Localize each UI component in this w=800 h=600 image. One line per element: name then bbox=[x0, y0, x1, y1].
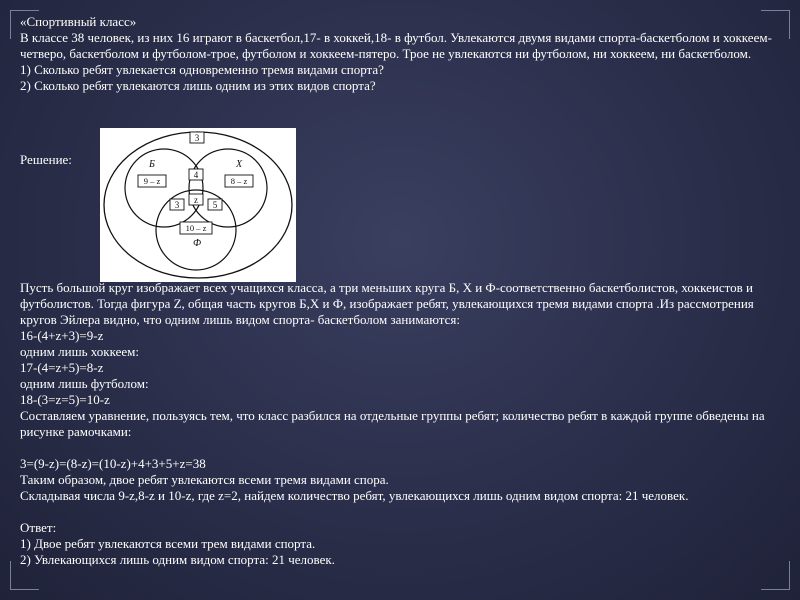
answer-block bbox=[20, 520, 790, 568]
answer-label: Ответ: bbox=[20, 520, 57, 535]
explanation-intro: Пусть большой круг изображает всех учащихся класса, а три меньших круга Б, Х и Ф-соответственно баскетболистов, хоккеистов и футболистов. Тогда фигура Z, общая часть кругов Б,Х и Ф, изображает ребят, увлекающихся тремя видами спорта .Из рассмотрения кругов Эйлера видно, что одним лишь видом спорта- баскетболом занимаются: bbox=[20, 280, 754, 327]
answer-2: 2) Увлекающихся лишь одним видом спорта: 21 человек. bbox=[20, 552, 335, 567]
label-x: Х bbox=[235, 159, 243, 170]
answer-1: 1) Двое ребят увлекаются всеми трем видами спорта. bbox=[20, 536, 316, 551]
value-bx: 4 bbox=[193, 170, 199, 180]
value-center: z bbox=[194, 195, 198, 205]
label-b: Б bbox=[149, 159, 155, 170]
value-outside: 3 bbox=[194, 133, 200, 143]
equation-explanation: Составляем уравнение, пользуясь тем, что класс разбился на отдельные группы ребят; количество ребят в каждой группе обведены на рисунке рамочками: bbox=[20, 408, 765, 439]
question-1: 1) Сколько ребят увлекается одновременно тремя видами спорта? bbox=[20, 62, 384, 77]
conclusion-1: Таким образом, двое ребят увлекаются всеми тремя видами спора. bbox=[20, 472, 389, 487]
spacer bbox=[20, 440, 790, 456]
value-x-only: 8 – z bbox=[230, 176, 248, 186]
circle-b bbox=[125, 149, 203, 227]
equation-basketball: 16-(4+z+3)=9-z bbox=[20, 328, 104, 343]
equation-football: 18-(3=z=5)=10-z bbox=[20, 392, 110, 407]
main-equation: 3=(9-z)=(8-z)=(10-z)+4+3+5+z=38 bbox=[20, 456, 206, 471]
euler-diagram-svg bbox=[100, 128, 296, 282]
value-b-only: 9 – z bbox=[143, 176, 161, 186]
problem-title: «Спортивный класс» bbox=[20, 14, 137, 29]
value-xf: 5 bbox=[212, 200, 218, 210]
label-football-only: одним лишь футболом: bbox=[20, 376, 149, 391]
solution-label: Решение: bbox=[20, 152, 72, 167]
label-hockey-only: одним лишь хоккеем: bbox=[20, 344, 139, 359]
problem-statement bbox=[20, 14, 790, 94]
label-f: Ф bbox=[192, 238, 202, 249]
circle-x bbox=[189, 149, 267, 227]
problem-text: В классе 38 человек, из них 16 играют в баскетбол,17- в хоккей,18- в футбол. Увлекаются двумя видами спорта-баскетболом и хоккеем-четверо, баскетболом и футболом-трое, футболом и хоккеем-пятеро. Трое не увлекаются ни футболом, ни хоккеем, ни баскетболом. bbox=[20, 30, 772, 61]
explanation bbox=[20, 280, 790, 504]
question-2: 2) Сколько ребят увлекаются лишь одним из этих видов спорта? bbox=[20, 78, 376, 93]
value-f-only: 10 – z bbox=[185, 223, 207, 233]
value-bf: 3 bbox=[174, 200, 180, 210]
euler-diagram bbox=[100, 128, 296, 282]
equation-hockey: 17-(4=z+5)=8-z bbox=[20, 360, 104, 375]
conclusion-2: Складывая числа 9-z,8-z и 10-z, где z=2, найдем количество ребят, увлекающихся лишь одним видом спорта: 21 человек. bbox=[20, 488, 689, 503]
